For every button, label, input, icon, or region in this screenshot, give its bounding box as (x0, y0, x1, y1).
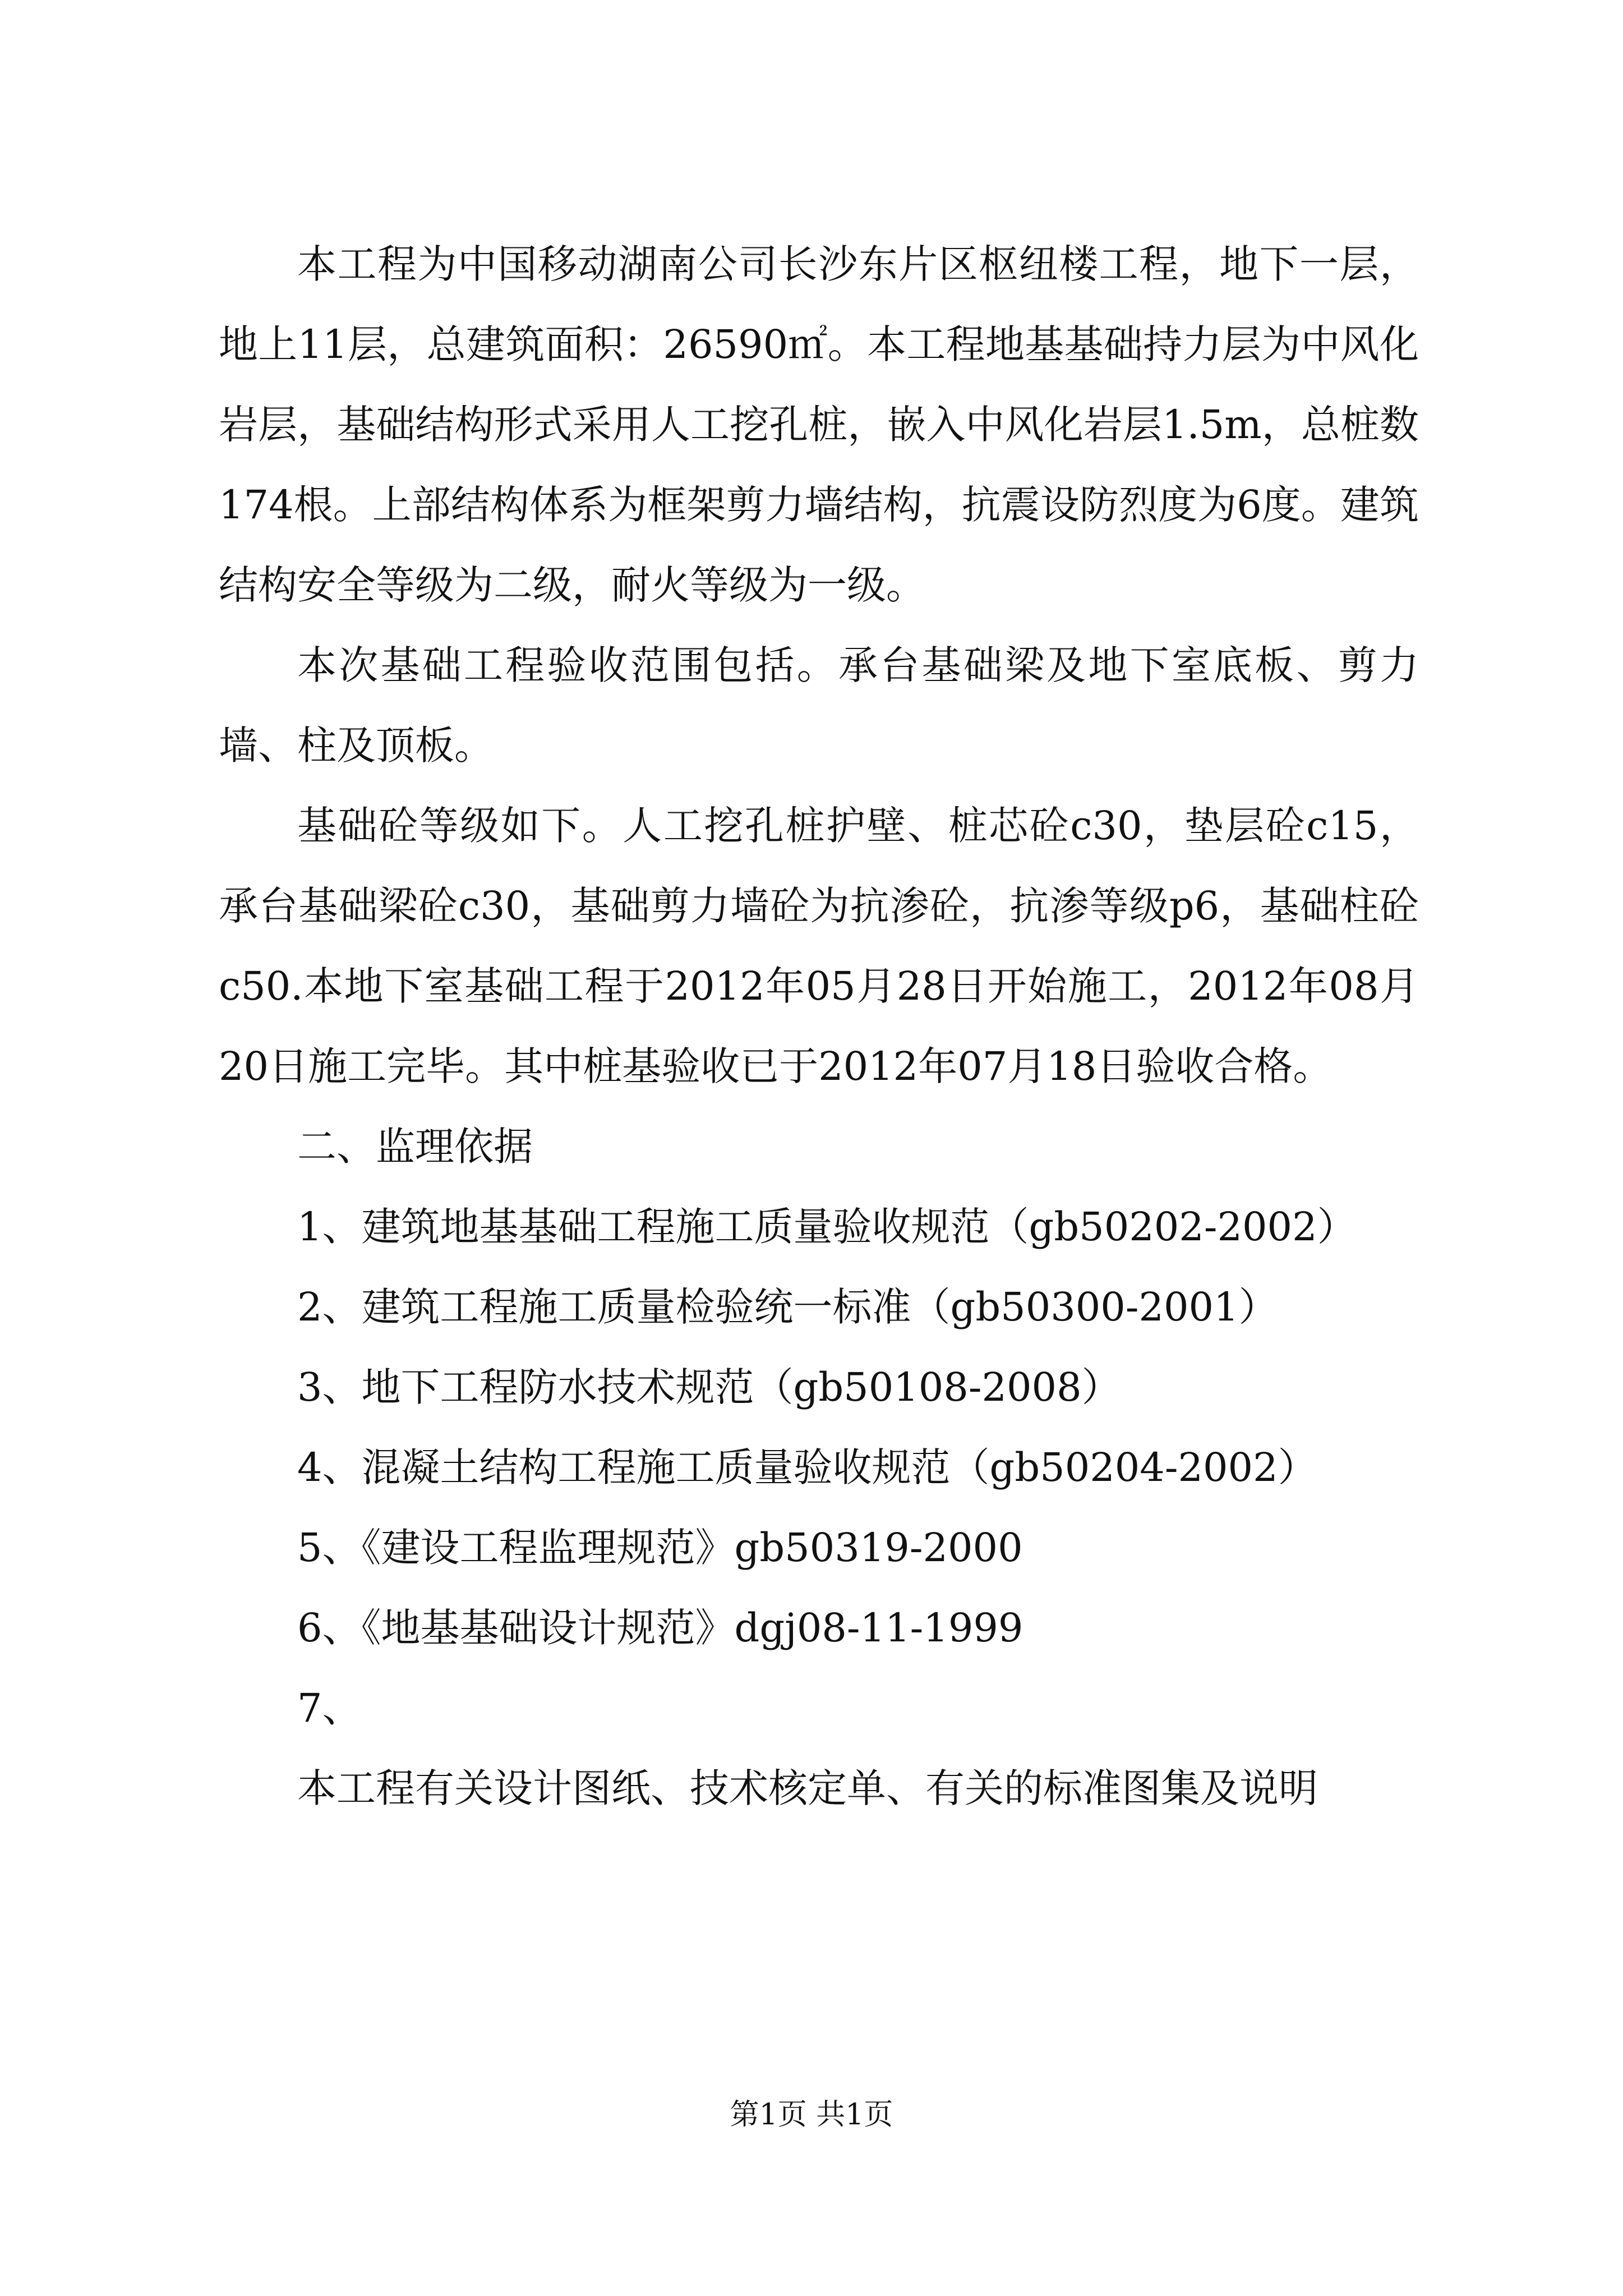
basis-item: 3、地下工程防水技术规范（gb50108-2008） (297, 1364, 1121, 1410)
basis-item: 1、建筑地基基础工程施工质量验收规范（gb50202-2002） (297, 1204, 1357, 1250)
basis-item: 4、混凝土结构工程施工质量验收规范（gb50204-2002） (297, 1444, 1317, 1490)
acceptance-scope-paragraph: 本次基础工程验收范围包括。承台基础梁及地下室底板、剪力墙、柱及顶板。 (219, 642, 1419, 769)
closing-paragraph: 本工程有关设计图纸、技术核定单、有关的标准图集及说明 (297, 1765, 1318, 1811)
project-overview-paragraph: 本工程为中国移动湖南公司长沙东片区枢纽楼工程，地下一层，地上11层，总建筑面积：26590㎡。本工程地基基础持力层为中风化岩层，基础结构形式采用人工挖孔桩，嵌入中风化岩层1.5m，总桩数174根。上部结构体系为框架剪力墙结构，抗震设防烈度为6度。建筑结构安全等级为二级，耐火等级为一级。 (219, 241, 1419, 608)
page-footer (0, 2095, 1623, 2134)
basis-item: 6、《地基基础设计规范》dgj08-11-1999 (297, 1605, 1023, 1651)
page-number-label: 第1页 共1页 (730, 2098, 893, 2132)
basis-item: 7、 (297, 1685, 362, 1731)
basis-item: 5、《建设工程监理规范》gb50319-2000 (297, 1525, 1023, 1571)
concrete-grade-paragraph: 基础砼等级如下。人工挖孔桩护壁、桩芯砼c30，垫层砼c15，承台基础梁砼c30，基础剪力墙砼为抗渗砼，抗渗等级p6，基础柱砼c50.本地下室基础工程于2012年05月28日开始施工，2012年08月20日施工完毕。其中桩基验收已于2012年07月18日验收合格。 (219, 803, 1419, 1089)
section-heading: 二、监理依据 (297, 1124, 533, 1170)
basis-item: 2、建筑工程施工质量检验统一标准（gb50300-2001） (297, 1284, 1278, 1330)
document-body (219, 224, 1419, 1829)
